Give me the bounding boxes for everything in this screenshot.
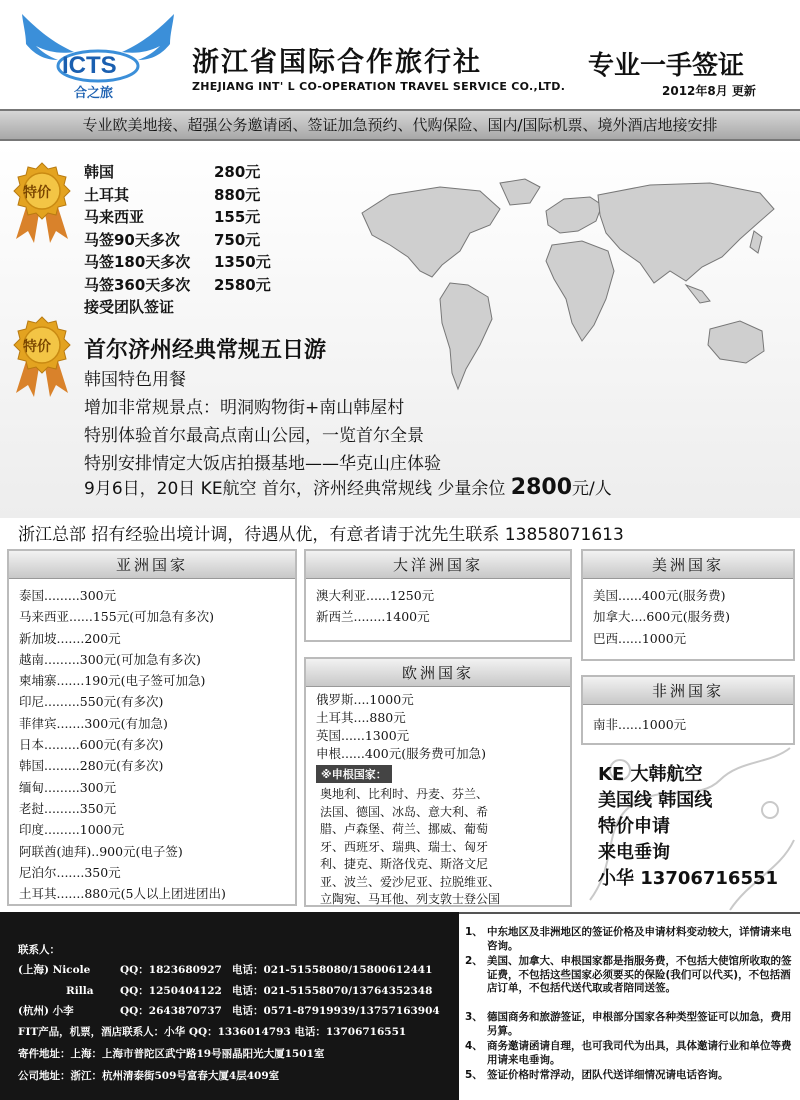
list-item: 越南.........300元(可加急有多次): [19, 651, 201, 667]
price-item-value: 1350元: [214, 253, 271, 271]
note-item: [465, 955, 795, 996]
visa-price-list: [306, 579, 570, 628]
special-offer-medal-icon: [10, 315, 74, 399]
list-item: 新西兰........1400元: [316, 609, 430, 625]
americas-visa-box: [581, 549, 795, 661]
price-item-name: 马来西亚: [84, 208, 145, 226]
contact-qq: QQ：1250404122: [120, 985, 222, 997]
price-item-name: 接受团队签证: [84, 298, 175, 316]
tour-feature: 增加非常规景点：明洞购物街+南山韩屋村: [84, 398, 405, 418]
price-row: [84, 206, 271, 229]
price-item-value: 155元: [214, 208, 261, 226]
fit-contact: FIT产品，机票，酒店联系人：小华 QQ：1336014793 电话：13706716551: [18, 1026, 407, 1038]
price-item-name: 马签90天多次: [84, 230, 180, 249]
list-item: 日本.........600元(有多次): [19, 737, 164, 753]
contact-row: [18, 962, 432, 977]
list-item: 土耳其.......880元(5人以上团进团出): [19, 886, 226, 902]
contact-name: (上海) Nicole: [18, 964, 91, 976]
note-text: 商务邀请函请自理，也可我司代为出具，具体邀请行业和单位等费用请来电垂询。: [487, 1040, 792, 1066]
list-item: 巴西......1000元: [593, 630, 687, 646]
contact-qq: QQ：2643870737: [120, 1005, 222, 1017]
box-title: 亚洲国家: [9, 551, 295, 579]
africa-visa-box: [581, 675, 795, 745]
price-item-name: 马签360天多次: [84, 275, 191, 294]
price-item-name: 马签180天多次: [84, 253, 191, 271]
notes-panel: [459, 912, 800, 1100]
services-bar: 专业欧美地接、超强公务邀请函、签证加急预约、代购保险、国内/国际机票、境外酒店地接安排: [0, 109, 800, 141]
list-item: 印尼.........550元(有多次): [19, 694, 164, 710]
price-item-value: 880元: [214, 185, 261, 204]
special-offer-medal-icon: [10, 161, 74, 245]
contact-panel: [0, 912, 459, 1100]
company-logo: [18, 8, 178, 108]
contact-phone: 电话：021-51558070/13764352348: [232, 985, 433, 997]
visa-price-list: [306, 687, 570, 763]
contact-phone: 电话：021-51558080/15800612441: [232, 964, 433, 976]
list-item: 泰国.........300元: [19, 588, 117, 603]
note-item: [465, 1040, 795, 1067]
update-date: 2012年8月 更新: [662, 84, 756, 98]
list-item: 加拿大....600元(服务费): [593, 609, 731, 625]
recruitment-notice: 浙江总部 招有经验出境计调，待遇从优，有意者请于沈先生联系 13858071613: [18, 525, 624, 545]
contact-qq: QQ：1823680927: [120, 964, 222, 976]
note-text: 美国、加拿大、申根国家都是指服务费，不包括大使馆所收取的签证费，不包括这些国家必须要买的保险(我们可以代买)，不包括酒店订单，不包括代送代取或者陪同送签。: [487, 955, 792, 994]
special-price-list: [84, 161, 271, 319]
list-item: 亚、波兰、爱沙尼亚、拉脱维亚、: [320, 874, 501, 889]
list-item: 柬埔寨.......190元(电子签可加急): [19, 673, 206, 689]
contact-heading: 联系人：: [18, 944, 60, 956]
list-item: 马来西亚......155元(可加急有多次): [19, 609, 214, 625]
note-text: 签证价格时常浮动，团队代送详细情况请电话咨询。: [487, 1069, 729, 1081]
list-item: 阿联酋(迪拜)..900元(电子签): [19, 843, 183, 859]
logo-text: ICTS: [62, 52, 117, 79]
list-item: 尼泊尔.......350元: [19, 864, 121, 880]
company-name-en: ZHEJIANG INT' L CO-OPERATION TRAVEL SERVICE CO.,LTD.: [192, 80, 566, 93]
note-number: 2、: [465, 955, 483, 967]
promo-line: 小华 13706716551: [598, 868, 779, 889]
contact-phone: 电话：0571-87919939/13757163904: [232, 1005, 440, 1017]
contact-name: Rilla: [66, 985, 94, 997]
price-item-value: 750元: [214, 230, 261, 249]
visa-price-list: [583, 705, 793, 735]
list-item: 英国......1300元: [316, 728, 410, 743]
asia-visa-box: [7, 549, 297, 906]
list-item: 印度.........1000元: [19, 822, 125, 838]
list-item: 南非......1000元: [593, 717, 687, 732]
price-row: [84, 229, 271, 252]
schengen-label: ※申根国家：: [316, 765, 392, 783]
note-item: [465, 1069, 795, 1083]
list-item: 菲律宾.......300元(有加急): [19, 715, 168, 731]
note-number: 5、: [465, 1069, 483, 1081]
promo-line: 来电垂询: [598, 842, 670, 863]
mail-address: 寄件地址：上海：上海市普陀区武宁路19号丽晶阳光大厦1501室: [18, 1048, 325, 1060]
note-text: 德国商务和旅游签证，申根部分国家各种类型签证可以加急，费用另算。: [487, 1011, 792, 1037]
list-item: 利、捷克、斯洛伐克、斯洛文尼: [320, 857, 489, 871]
tour-schedule-text: 9月6日，20日 KE航空 首尔，济州经典常规线 少量余位: [84, 479, 506, 499]
price-item-name: 土耳其: [84, 185, 130, 204]
list-item: 美国......400元(服务费): [593, 588, 726, 603]
list-item: 申根......400元(服务费可加急): [316, 746, 486, 761]
visa-price-list: [583, 579, 793, 649]
world-map-icon: [350, 173, 780, 403]
note-item: [465, 926, 795, 953]
visa-slogan: 专业一手签证: [588, 51, 745, 81]
list-item: 老挝.........350元: [19, 800, 117, 816]
list-item: 韩国.........280元(有多次): [19, 758, 164, 774]
price-row: [84, 184, 271, 207]
tour-schedule: [84, 474, 612, 500]
note-item: [465, 1011, 795, 1038]
promo-line: 美国线 韩国线: [598, 790, 713, 811]
list-item: 澳大利亚......1250元: [316, 588, 435, 603]
list-item: 奥地利、比利时、丹麦、芬兰、: [320, 787, 489, 801]
list-item: 牙、西班牙、瑞典、瑞士、匈牙: [320, 839, 489, 854]
tour-title: 首尔济州经典常规五日游: [84, 338, 327, 363]
company-name-cn: 浙江省国际合作旅行社: [192, 47, 482, 78]
tour-price: 2800: [510, 475, 573, 500]
tour-feature: 韩国特色用餐: [84, 370, 186, 390]
logo-subtitle: 合之旅: [74, 86, 114, 101]
medal-label: 特价: [23, 185, 51, 201]
oceania-visa-box: [304, 549, 572, 642]
europe-visa-box: [304, 657, 572, 907]
list-item: 土耳其....880元: [316, 710, 406, 725]
price-row: [84, 251, 271, 274]
box-title: 欧洲国家: [306, 659, 570, 687]
contact-row: [18, 1003, 440, 1018]
korean-air-promo: [598, 762, 778, 892]
list-item: 缅甸.........300元: [19, 779, 117, 795]
price-item-value: 2580元: [214, 275, 271, 294]
box-title: 美洲国家: [583, 551, 793, 579]
list-item: 新加坡.......200元: [19, 630, 121, 646]
list-item: 俄罗斯....1000元: [316, 692, 414, 707]
price-row: [84, 161, 271, 184]
note-number: 4、: [465, 1040, 483, 1052]
promo-line: KE 大韩航空: [598, 764, 703, 785]
list-item: 立陶宛、马耳他、列支敦士登公国: [320, 892, 501, 906]
tour-feature: 特别安排情定大饭店拍摄基地——华克山庄体验: [84, 454, 441, 474]
list-item: 腊、卢森堡、荷兰、挪威、葡萄: [320, 822, 489, 836]
contact-row: [18, 983, 432, 998]
visa-price-list: [9, 579, 295, 904]
price-item-value: 280元: [214, 163, 261, 181]
list-item: 法国、德国、冰岛、意大利、希: [320, 804, 489, 819]
tour-price-unit: 元/人: [572, 479, 612, 499]
schengen-country-list: [306, 783, 570, 909]
note-number: 1、: [465, 926, 483, 938]
medal-label: 特价: [23, 339, 51, 355]
tour-feature: 特别体验首尔最高点南山公园，一览首尔全景: [84, 426, 424, 446]
contact-name: (杭州) 小李: [18, 1005, 74, 1017]
note-number: 3、: [465, 1011, 483, 1023]
price-item-name: 韩国: [84, 163, 115, 181]
office-address: 公司地址：浙江：杭州清泰街509号富春大厦4层409室: [18, 1070, 280, 1082]
box-title: 大洋洲国家: [306, 551, 570, 579]
box-title: 非洲国家: [583, 677, 793, 705]
note-text: 中东地区及非洲地区的签证价格及申请材料变动较大，详情请来电咨询。: [487, 926, 792, 952]
promo-line: 特价申请: [598, 816, 670, 837]
price-row: [84, 274, 271, 297]
price-row: [84, 296, 271, 319]
